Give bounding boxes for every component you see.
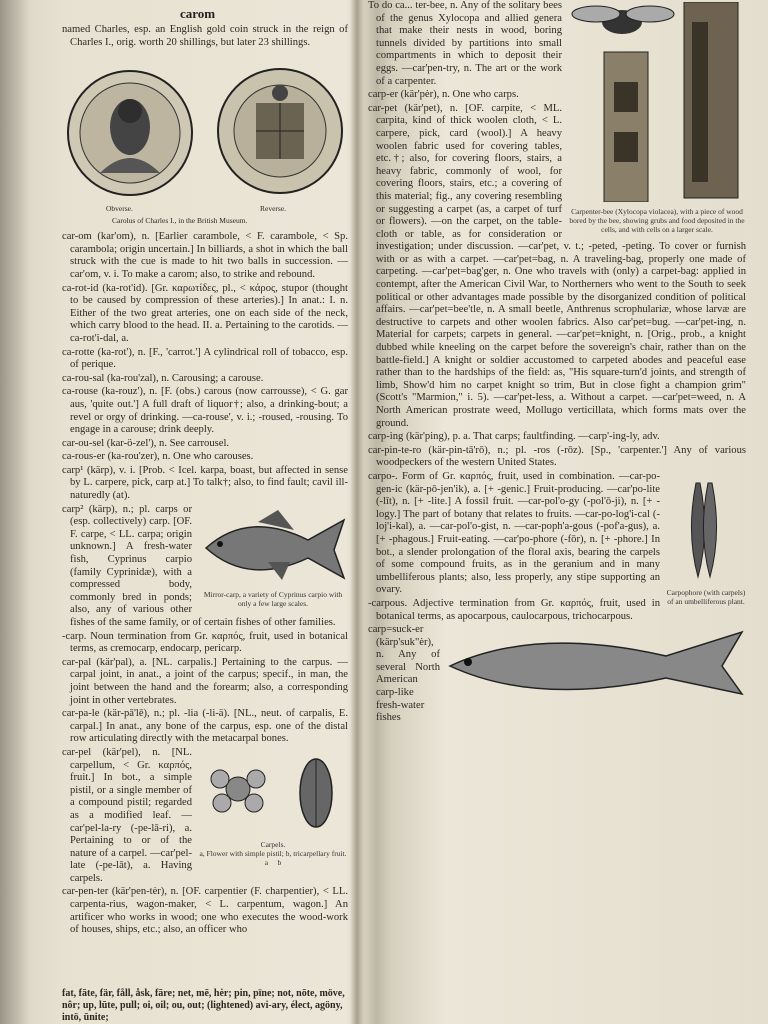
entry-carp-noun: carp² (kärp), n.; pl. carps or (esp. collectively) carp. [OF. F. carpe, < LL. carpa; origin unknown.] A fresh-water fish, Cyprinus carpio (family Cyprinidæ), with a compressed body, commonly bred in ponds; also, any of various other fishes of the same family, or of certain fishes of other families.: [62, 503, 336, 628]
entry-carpale: car-pa-le (kär-pā'lē), n.; pl. -lia (-li-ä). [NL., neut. of carpalis, E. carpal.] In anat., any bone of the carpus, esp. one of the distal row articulating directly with the metacarpal bones.: [62, 708, 348, 745]
entry-carpenter-bee: To do ca... ter-bee, n. Any of the solitary bees of the genus Xylocopa and allied genera that make their nests in wood, boring tunnels divided by partitions into small compartments in which to deposit their eggs. —car'pen-try, n. The art or the work of a carpenter.: [368, 0, 562, 87]
entry-carpal: car-pal (kär'pal), a. [NL. carpalis.] Pertaining to the carpus. —carpal joint, in anat., a joint of the carpus; specif., in man, the joint between the hand and the forearm; also, a corresponding joint in other vertebrates.: [62, 656, 348, 706]
carpels-illustration: [198, 749, 348, 835]
entry-carp-verb: carp¹ (kärp), v. i. [Prob. < Icel. karpa, boast, but affected in sense by L. carpere, pick, carp at.] To talk†; also, to find fault; cavil ill-naturedly (at).: [62, 464, 348, 502]
figure-letter-a: a: [264, 857, 269, 867]
carp-fish-illustration: [198, 506, 348, 586]
coin-caption: Carolus of Charles I., in the British Museum.: [112, 216, 248, 226]
carpels-figure: [198, 749, 348, 867]
entry-carousel: car-ou-sel (kar-ö-zel'), n. See carrousel.: [62, 437, 230, 449]
coin-reverse: [218, 69, 342, 193]
entry-carpintero: car-pin-te-ro (kär-pin-tā'rō), n.; pl. -ros (-rōz). [Sp., 'carpenter.'] Any of various woodpeckers of the western United States.: [368, 444, 746, 469]
carp-caption: Mirror-carp, a variety of Cyprinus carpio with only a few large scales.: [203, 590, 343, 609]
entry-carom: car-om (kar'om), n. [Earlier carambole, < F. carambole, < Sp. carambola; origin uncertain.] In billiards, a shot in which the ball struck with the cue is made to hit two balls in succession. —car'om, v. i. To make a carom; also, to strike and rebound.: [62, 231, 348, 280]
intro-text: named Charles, esp. an English gold coin struck in the reign of Charles I., orig. worth 20 shillings, but later 23 shillings.: [62, 24, 348, 48]
carpels-caption: a, Flower with simple pistil; b, tricarpellary fruit.: [199, 848, 347, 858]
entry-carotid: ca-rot-id (ka-rot'id). [Gr. καρωτίδες, pl., < κάρος, stupor (thought to be caused by compression of these arteries).] In anat.: I. n. Either of the two great arteries, one on each side of the neck, which carry blood to the head. II. a. Pertaining to the carotids. —ca-rot'i-dal, a.: [62, 282, 348, 344]
entry-carpenter: car-pen-ter (kär'pen-tėr), n. [OF. carpentier (F. charpentier), < LL. carpenta-rius, wagon-maker, < L. carpentum, wagon.] An artificer who works in wood; one who executes the wood-work of houses, ships, etc.; also, an officer who: [62, 886, 348, 936]
bee-figure: [568, 2, 746, 234]
carpophore-figure: [666, 473, 746, 606]
reverse-label: Reverse.: [260, 204, 287, 214]
entry-carouser: ca-rous-er (ka-rou'zer), n. One who carouses.: [62, 451, 254, 463]
entry-carouse: ca-rouse (ka-rouz'), n. [F. (obs.) carous (now carrousse), < G. gar aus, 'quite out.'] A full draft of liquor†; also, a drinking-bout; a revel or orgy of drinking. —ca-rouse', v. i.; -roused, -rousing. To engage in a carouse; drink deeply.: [62, 386, 348, 436]
entry-carotte: ca-rotte (ka-rot'), n. [F., 'carrot.'] A cylindrical roll of tobacco, esp. of perique.: [62, 346, 348, 371]
pronunciation-key-footer: fat, fāte, fär, fåll, åsk, fāre; net, mē, hėr; pin, pīne; not, nōte, möve, nôr; up, lūte, pull; oi, oil; ou, out; (lightened) avi-ary, élect, agöny, intö, ūnite;: [62, 988, 345, 1023]
entry-carpel: car-pel (kär'pel), n. [NL. carpellum, < Gr. καρπός, fruit.] In bot., a simple pistil, or a single member of a compound pistil; regarded as a modified leaf. —car'pel-la-ry (-pe-lā-ri), a. Pertaining to or of the nature of a carpel. —car'pel-late (-pe-lāt), a. Having carpels.: [62, 746, 192, 884]
entry-carpsucker: carp=suck-er (kärp'suk"ėr), n. Any of several North American carp-like fresh-water fishes: [368, 624, 440, 724]
entry-carper: carp-er (kär'pėr), n. One who carps.: [368, 89, 519, 101]
running-head: carom: [180, 6, 216, 21]
carpophore-caption: Carpophore (with carpels) of an umbelliferous plant.: [666, 587, 746, 606]
figure-letters: [198, 858, 348, 867]
coin-figure: [62, 53, 348, 231]
right-column: [368, 0, 746, 726]
carpophore-illustration: [666, 473, 746, 583]
coin-illustration: [62, 53, 348, 213]
entry-carpous: -carpous. Adjective termination from Gr. καρπός, fruit, used in botanical terms, as apocarpous, caulocarpous, trichocarpous.: [368, 597, 660, 622]
entry-carpet: car-pet (kär'pet), n. [OF. carpite, < ML. carpita, kind of thick woolen cloth, < L. carpere, pick, card (wool).] A heavy woolen fabric used for covering tables, etc.†; also, for covering floors, stairs, a heavy fabric, commonly of wool, for covering floors, stairs, etc.; a covering of this material; fig., any covering resembling or suggesting a carpet (as, a carpet of turf or flowers). —on the carpet, on the table-cloth or table, as for consideration or investigation; under discussion. —car'pet, v. t.; -peted, -peting. To cover or furnish with or as with a carpet. —car'pet=bag, n. A traveling-bag, properly one made of carpeting. —car'pet=bag'ger, n. One who travels with (only) a carpet-bag: applied in contempt, after the American Civil War, to Northerners who went to the South to seek political or other advantages made possible by the disorganized condition of political affairs. —car'pet=bee'tle, n. A small beetle, Anthrenus scrophulariæ, whose larvæ are destructive to carpets and other woolen fabrics. Also car'pet=bug. —car'pet-ing, n. Material for carpets; carpets in general. —car'pet=knight, n. [Orig., prob., a knight dubbed while kneeling on the carpet before the sovereign's chair, rather than on the battle-field.] A knight or soldier accustomed to carpeted abodes and peaceful ease rather than to the hardships of the field: as, "His square-turn'd joints, and strength of limb, Show'd him no carpet knight so trim, But in close fight a champion grim" (Scott's "Marmion," i. 5). —car'pet-less, a. Without a carpet. —car'pet=weed, n. A North American prostrate weed, Mollugo verticillata, which forms mats over the ground.: [368, 102, 746, 429]
coin-obverse: [68, 71, 192, 195]
carpsucker-fish-illustration: [446, 626, 746, 696]
left-column: [62, 24, 348, 938]
figure-letter-b: b: [277, 857, 282, 867]
carpsucker-figure: [446, 626, 746, 701]
obverse-label: Obverse.: [106, 204, 133, 214]
entry-carp-suffix: -carp. Noun termination from Gr. καρπός, fruit, used in botanical terms, as cremocarp, endocarp, pericarp.: [62, 630, 348, 655]
page-gutter: [350, 0, 364, 1024]
page-edge-shadow: [0, 0, 30, 1024]
entry-carpo: carpo-. Form of Gr. καρπός, fruit, used in combination. —car-po-gen-ic (kär-pō-jen'ik), a. [+ -genic.] Fruit-producing. —car'po-lite (-līt), n. [+ -lite.] A fossil fruit. —car-pol'o-gy (-pol'ō-ji), n. [+ -logy.] The part of botany that relates to fruits. —car-po-log'i-cal (-loj'i-kal), a. —car-pol'o-gist, n. —car-poph'a-gous (-pof'a-gus), a. [+ -phagous.] Fruit-eating. —car'po-phore (-fōr), n. [+ -phore.] In bot., a slender prolongation of the floral axis, bearing the carpels of some compound fruits, as in the geranium and in many umbelliferous plants; also, less properly, any stipe supporting an ovary.: [368, 470, 660, 596]
bee-caption: Carpenter-bee (Xylocopa violacea), with a piece of wood bored by the bee, showing grubs and food deposited in the cells, and with cells on a larger scale.: [569, 206, 745, 234]
carpels-label: Carpels.: [260, 839, 286, 849]
carpenter-bee-illustration: [568, 2, 746, 202]
carp-figure: [198, 506, 348, 609]
entry-carousal: ca-rou-sal (ka-rou'zal), n. Carousing; a carouse.: [62, 372, 264, 384]
entry-carping: carp-ing (kär'ping), p. a. That carps; faultfinding. —carp'-ing-ly, adv.: [368, 431, 660, 443]
